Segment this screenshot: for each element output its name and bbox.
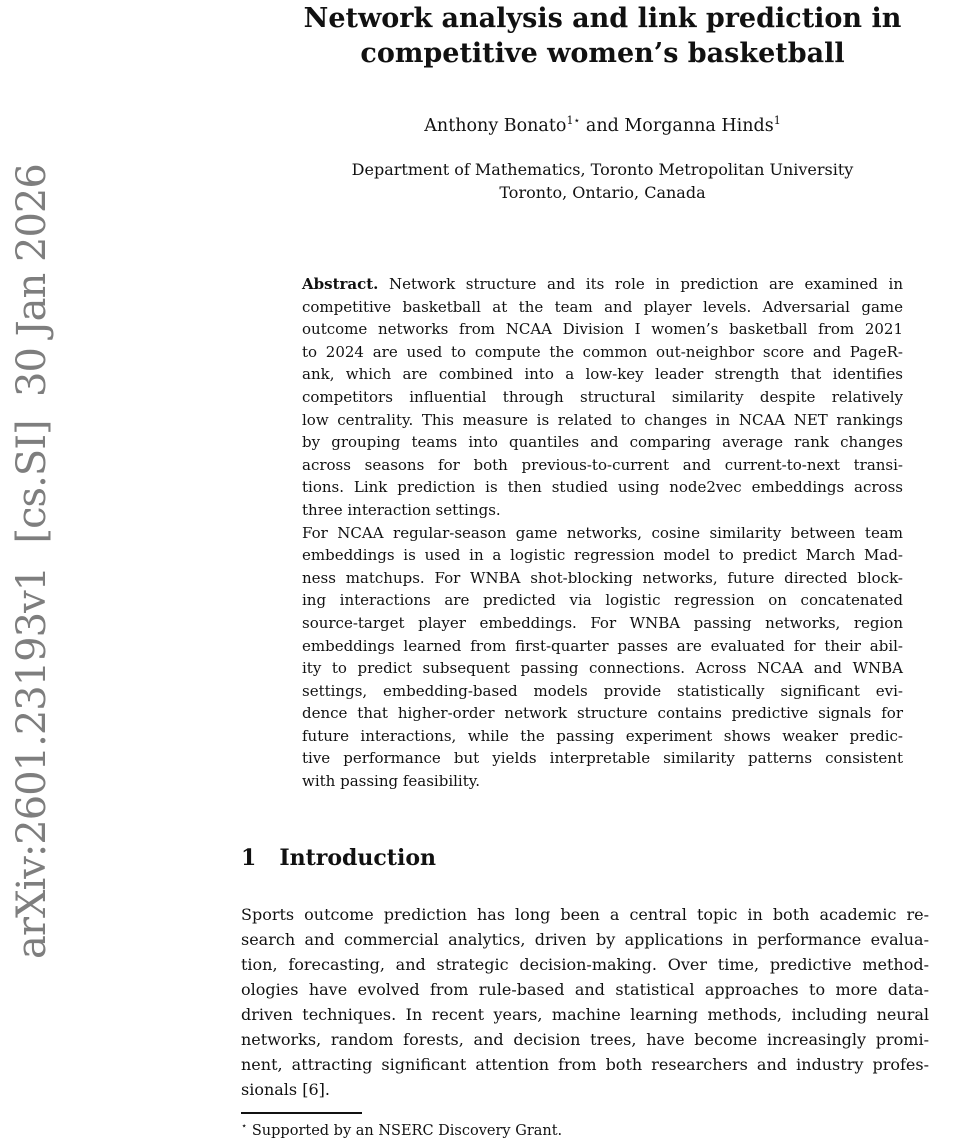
text-line: three interaction settings. [302, 500, 501, 519]
text-line: source-target player embeddings. For WNBA passing networks, region [302, 613, 903, 632]
author-2: Morganna Hinds [624, 115, 774, 136]
author-connector: and [580, 115, 625, 136]
footnote-divider [241, 1112, 362, 1114]
footnote [241, 1121, 929, 1139]
text-line: For NCAA regular-season game networks, cosine similarity between team [302, 523, 903, 542]
abstract-first-line [302, 273, 903, 296]
text-line: with passing feasibility. [302, 772, 481, 791]
text-line: competitive women’s basketball [360, 38, 845, 69]
text-line: across seasons for both previous-to-current and current-to-next transi- [302, 455, 903, 474]
text-line: to 2024 are used to compute the common out-neighbor score and PageR- [302, 342, 903, 361]
text-line: outcome networks from NCAA Division I women’s basketball from 2021 [302, 320, 903, 339]
text-line: ank, which are combined into a low-key leader strength that identifies [302, 365, 903, 384]
text-line: networks, random forests, and decision trees, have become increasingly promi- [241, 1030, 929, 1049]
paper-title [302, 1, 903, 71]
text-line: embeddings is used in a logistic regression model to predict March Mad- [302, 546, 903, 565]
author-1-superscript: 1⋆ [566, 114, 581, 127]
section-title: Introduction [279, 845, 436, 871]
text-line: settings, embedding-based models provide statistically significant evi- [302, 681, 903, 700]
text-line: ity to predict subsequent passing connections. Across NCAA and WNBA [302, 659, 903, 678]
text-line: tive performance but yields interpretable similarity patterns consistent [302, 749, 903, 768]
text-line: driven techniques. In recent years, machine learning methods, including neural [241, 1005, 929, 1024]
text-line: search and commercial analytics, driven by applications in performance evalua- [241, 930, 929, 949]
text-line: tions. Link prediction is then studied using node2vec embeddings across [302, 478, 903, 497]
abstract-first-line-text: Network structure and its role in prediction are examined in [389, 275, 903, 293]
authors-text [302, 114, 903, 136]
text-line: future interactions, while the passing experiment shows weaker predic- [302, 726, 903, 745]
abstract-paragraph-1 [302, 296, 903, 522]
affiliation [302, 158, 903, 204]
text-line: Toronto, Ontario, Canada [499, 183, 706, 202]
footnote-text: Supported by an NSERC Discovery Grant. [251, 1122, 563, 1139]
abstract-label: Abstract. [302, 275, 379, 293]
arxiv-watermark: arXiv:2601.23193v1 [cs.SI] 30 Jan 2026 [9, 164, 55, 959]
abstract-paragraph-2 [302, 522, 903, 793]
text-line: sionals [6]. [241, 1080, 330, 1099]
text-line: low centrality. This measure is related to changes in NCAA NET rankings [302, 410, 903, 429]
text-line: nent, attracting significant attention from both researchers and industry profes- [241, 1055, 929, 1074]
text-line: competitors influential through structural similarity despite relatively [302, 387, 903, 406]
text-line: tion, forecasting, and strategic decision-making. Over time, predictive method- [241, 955, 929, 974]
text-line: ologies have evolved from rule-based and statistical approaches to more data- [241, 980, 929, 999]
footnote-marker: ⋆ [241, 1121, 248, 1132]
author-2-superscript: 1 [773, 114, 781, 127]
text-line: ness matchups. For WNBA shot-blocking networks, future directed block- [302, 568, 903, 587]
section-number: 1 [241, 845, 257, 871]
author-line [302, 114, 903, 136]
text-line: dence that higher-order network structure contains predictive signals for [302, 704, 903, 723]
author-1: Anthony Bonato [424, 115, 567, 136]
text-line: Sports outcome prediction has long been a central topic in both academic re- [241, 905, 929, 924]
abstract [302, 273, 903, 793]
introduction-paragraph [241, 902, 929, 1102]
text-line: embeddings learned from first-quarter passes are evaluated for their abil- [302, 636, 903, 655]
text-line: competitive basketball at the team and player levels. Adversarial game [302, 297, 903, 316]
text-line: by grouping teams into quantiles and comparing average rank changes [302, 433, 903, 452]
section-heading [241, 845, 436, 871]
text-line: Department of Mathematics, Toronto Metropolitan University [351, 160, 854, 179]
text-line: ing interactions are predicted via logistic regression on concatenated [302, 591, 903, 610]
text-line: Network analysis and link prediction in [303, 3, 902, 34]
